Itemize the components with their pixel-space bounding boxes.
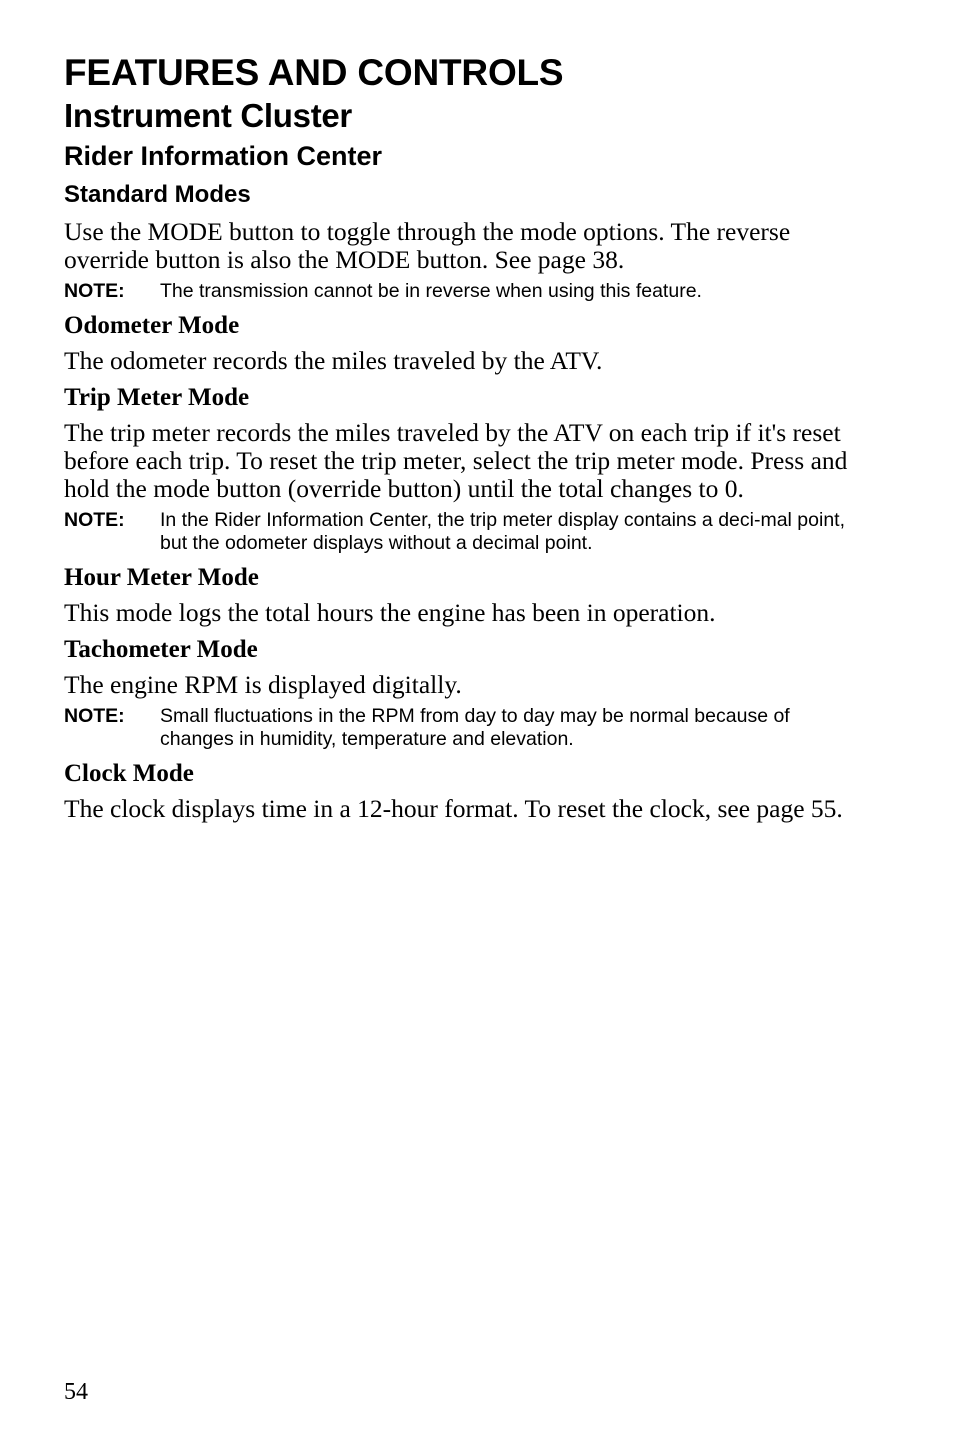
clock-mode-heading: Clock Mode [64, 760, 194, 787]
tachometer-mode-heading: Tachometer Mode [64, 636, 258, 663]
page-content [64, 50, 864, 823]
note-label: NOTE: [64, 705, 125, 727]
note-label: NOTE: [64, 280, 125, 302]
trip-meter-mode-text: The trip meter records the miles traveled by the ATV on each trip if it's reset before each trip. To reset the trip meter, select the trip meter mode. Press and hold the mode button (override button) until the total changes to 0. [64, 418, 848, 503]
note-label: NOTE: [64, 509, 125, 531]
note-text: In the Rider Information Center, the trip meter display contains a deci-mal point, but the odometer displays without a decimal point. [160, 509, 846, 554]
topic-title: Standard Modes [64, 181, 251, 208]
subsection-title: Rider Information Center [64, 141, 383, 171]
odometer-mode-heading: Odometer Mode [64, 312, 240, 339]
tachometer-mode-text: The engine RPM is displayed digitally. [64, 670, 462, 699]
page-number: 54 [64, 1379, 88, 1405]
trip-meter-note [64, 509, 864, 555]
intro-paragraph: Use the MODE button to toggle through the mode options. The reverse override button is also the MODE button. See page 38. [64, 217, 791, 274]
trip-meter-mode-heading: Trip Meter Mode [64, 384, 250, 411]
odometer-mode-text: The odometer records the miles traveled by the ATV. [64, 346, 603, 375]
tachometer-note [64, 705, 864, 751]
hour-meter-mode-heading: Hour Meter Mode [64, 564, 259, 591]
chapter-title: FEATURES AND CONTROLS [64, 52, 564, 93]
note-text: The transmission cannot be in reverse when using this feature. [160, 280, 702, 302]
hour-meter-mode-text: This mode logs the total hours the engine has been in operation. [64, 598, 716, 627]
clock-mode-text: The clock displays time in a 12-hour format. To reset the clock, see page 55. [64, 794, 843, 823]
section-title: Instrument Cluster [64, 97, 352, 134]
note-text: Small fluctuations in the RPM from day to day may be normal because of changes in humidity, temperature and elevation. [160, 705, 790, 750]
intro-note [64, 280, 864, 303]
